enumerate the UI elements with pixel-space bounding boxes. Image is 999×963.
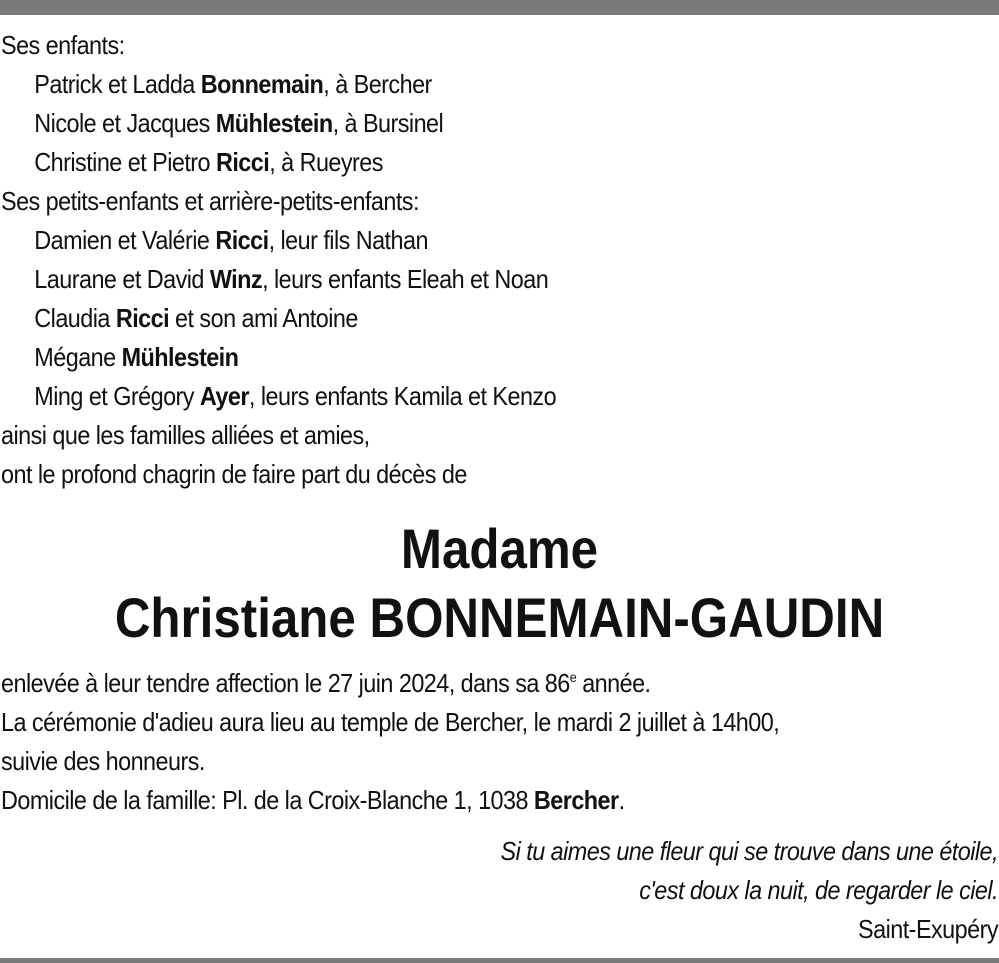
child-line-1 (1, 65, 898, 104)
address-town: Bercher (533, 785, 619, 815)
ceremony-line-1: La cérémonie d'adieu aura lieu au temple de Bercher, le mardi 2 juillet à 14h00, (1, 707, 780, 737)
child-1-first-names: Patrick et Ladda (34, 69, 201, 99)
child-3-first-names: Christine et Pietro (34, 147, 216, 177)
child-2-surname: Mühlestein (215, 108, 333, 138)
grandchild-2-first-names: Laurane et David (34, 264, 210, 294)
grandchild-1-detail: , leur fils Nathan (268, 225, 428, 255)
children-heading: Ses enfants: (1, 30, 125, 60)
child-3-surname: Ricci (215, 147, 270, 177)
grandchild-4-surname: Mühlestein (121, 342, 239, 372)
child-1-surname: Bonnemain (200, 69, 324, 99)
grandchild-2-detail: , leurs enfants Eleah et Noan (262, 264, 549, 294)
grandchild-line-3 (1, 299, 898, 338)
grandchild-5-detail: , leurs enfants Kamila et Kenzo (248, 381, 557, 411)
child-2-first-names: Nicole et Jacques (34, 108, 216, 138)
grandchild-line-5 (1, 377, 898, 416)
obituary-notice (1, 26, 998, 949)
child-1-place: , à Bercher (323, 69, 432, 99)
quote-author: Saint-Exupéry (858, 914, 998, 944)
grandchild-3-surname: Ricci (115, 303, 170, 333)
child-2-place: , à Bursinel (332, 108, 444, 138)
child-3-place: , à Rueyres (269, 147, 383, 177)
grandchildren-heading: Ses petits-enfants et arrière-petits-enfants: (1, 186, 419, 216)
address-text: Domicile de la famille: Pl. de la Croix-Blanche 1, 1038 (1, 785, 534, 815)
address-end: . (618, 785, 625, 815)
child-line-3 (1, 143, 898, 182)
grandchild-3-first-names: Claudia (34, 303, 116, 333)
grandchild-3-detail: et son ami Antoine (169, 303, 358, 333)
grandchild-5-surname: Ayer (199, 381, 249, 411)
deceased-name: Christiane BONNEMAIN-GAUDIN (114, 586, 885, 649)
death-date-line (1, 664, 898, 703)
grandchild-line-1 (1, 221, 898, 260)
death-date-text: enlevée à leur tendre affection le 27 juin 2024, dans sa 86 (1, 668, 570, 698)
deceased-honorific: Madame (400, 517, 599, 580)
quote-line-1: Si tu aimes une fleur qui se trouve dans une étoile, (500, 836, 998, 866)
family-address-line (1, 781, 898, 820)
bottom-rule (0, 958, 999, 963)
grandchild-2-surname: Winz (209, 264, 263, 294)
grandchild-5-first-names: Ming et Grégory (34, 381, 200, 411)
child-line-2 (1, 104, 898, 143)
top-rule (0, 0, 999, 15)
ordinal-superscript: e (569, 669, 577, 685)
grandchild-line-2 (1, 260, 898, 299)
announcement-line: ont le profond chagrin de faire part du décès de (1, 459, 467, 489)
ceremony-line-2: suivie des honneurs. (1, 746, 205, 776)
death-date-text-end: année. (576, 668, 651, 698)
grandchild-1-surname: Ricci (215, 225, 269, 255)
families-line: ainsi que les familles alliées et amies, (1, 420, 370, 450)
quote-line-2: c'est doux la nuit, de regarder le ciel. (639, 875, 998, 905)
grandchild-line-4 (1, 338, 898, 377)
grandchild-4-first-names: Mégane (34, 342, 122, 372)
grandchild-1-first-names: Damien et Valérie (34, 225, 216, 255)
